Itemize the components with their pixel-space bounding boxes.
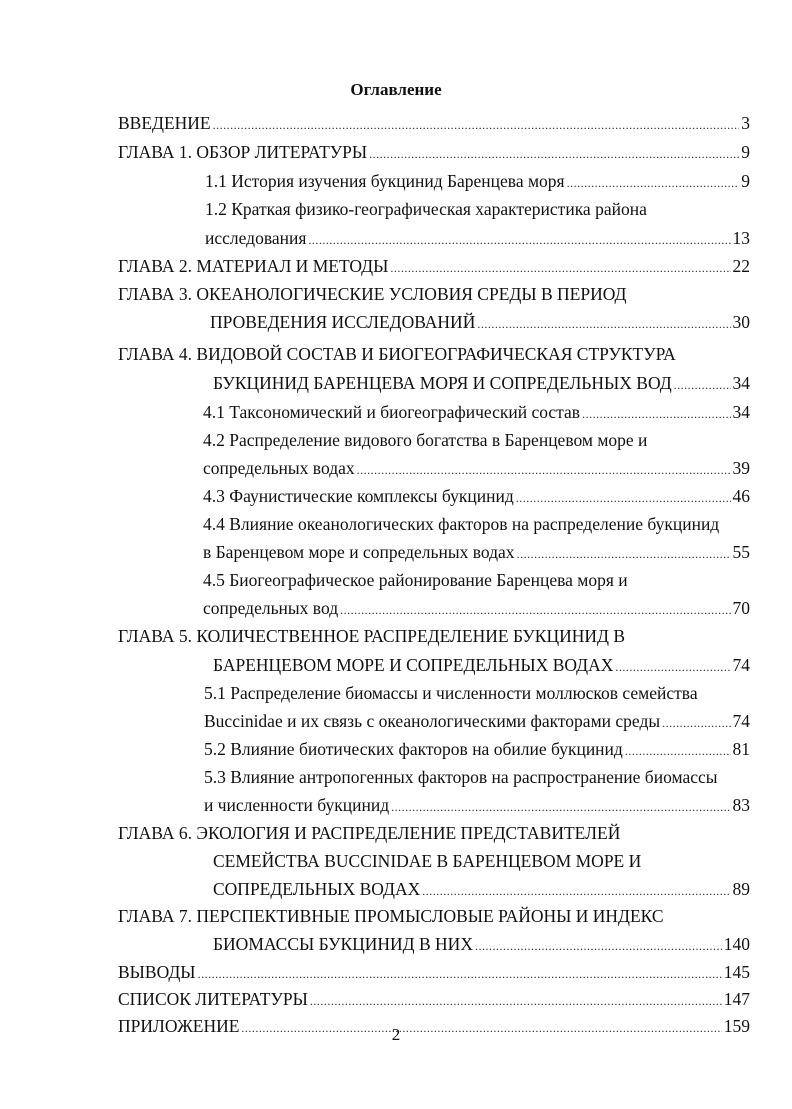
toc-entry-text: 1.2 Краткая физико-географическая характеристика района: [205, 199, 647, 219]
dot-leader: [369, 143, 739, 165]
dot-leader: [198, 963, 722, 985]
toc-entry-text: 4.4 Влияние океанологических факторов на распределение букцинид: [203, 514, 720, 534]
dot-leader: [517, 543, 731, 565]
toc-entry-section-4-2-line-1[interactable]: [203, 429, 750, 451]
page-number: 2: [391, 1025, 401, 1044]
toc-entry-text: БАРЕНЦЕВОМ МОРЕ И СОПРЕДЕЛЬНЫХ ВОДАХ: [213, 655, 614, 675]
dot-leader: [475, 935, 722, 957]
dot-leader: [662, 712, 730, 734]
toc-entry-page: 74: [732, 655, 750, 675]
toc-entry-chapter-5[interactable]: [213, 654, 750, 678]
toc-entry-section-4-4-line-1[interactable]: [203, 513, 750, 535]
toc-entry-page: 83: [732, 795, 750, 815]
toc-entry-page: 140: [723, 934, 750, 954]
dot-leader: [625, 740, 731, 762]
dot-leader: [516, 487, 731, 509]
dot-leader: [213, 114, 740, 136]
toc-entry-text: 1.1 История изучения букцинид Баренцева моря: [205, 171, 565, 191]
toc-entry-text: 4.2 Распределение видового богатства в Баренцевом море и: [203, 430, 648, 450]
toc-entry-text: в Баренцевом море и сопредельных водах: [203, 542, 515, 562]
toc-entry-text: ГЛАВА 3. ОКЕАНОЛОГИЧЕСКИЕ УСЛОВИЯ СРЕДЫ В ПЕРИОД: [118, 284, 627, 304]
toc-entry-section-1-1[interactable]: [205, 170, 750, 194]
toc-entry-chapter-3-line-1[interactable]: [118, 283, 750, 305]
toc-entry-chapter-7-line-1[interactable]: [118, 905, 750, 927]
toc-entry-text: ГЛАВА 5. КОЛИЧЕСТВЕННОЕ РАСПРЕДЕЛЕНИЕ БУКЦИНИД В: [118, 626, 625, 646]
dot-leader: [390, 257, 730, 279]
dot-leader: [340, 599, 730, 621]
dot-leader: [615, 656, 730, 678]
toc-entry-text: СПИСОК ЛИТЕРАТУРЫ: [118, 989, 308, 1009]
toc-entry-text: 4.5 Биогеографическое районирование Баренцева моря и: [203, 570, 628, 590]
toc-entry-text: ПРИЛОЖЕНИЕ: [118, 1016, 240, 1036]
toc-entry-page: 34: [732, 373, 750, 393]
toc-entry-chapter-5-line-1[interactable]: [118, 625, 750, 647]
toc-entry-section-4-5-line-1[interactable]: [203, 569, 750, 591]
toc-entry-chapter-2[interactable]: [118, 255, 750, 279]
toc-entry-page: 13: [732, 228, 750, 248]
dot-leader: [310, 990, 722, 1012]
toc-entry-chapter-6[interactable]: [213, 878, 750, 902]
toc-entry-section-4-2[interactable]: [203, 457, 750, 481]
toc-entry-section-5-1-line-1[interactable]: [204, 682, 750, 704]
toc-entry-text: ГЛАВА 4. ВИДОВОЙ СОСТАВ И БИОГЕОГРАФИЧЕСКАЯ СТРУКТУРА: [118, 344, 676, 364]
toc-entry-chapter-3[interactable]: [210, 311, 750, 335]
toc-entry-page: 55: [732, 542, 750, 562]
toc-entry-page: 89: [732, 879, 750, 899]
toc-entry-text: СЕМЕЙСТВА BUCCINIDAE В БАРЕНЦЕВОМ МОРЕ И: [213, 851, 642, 871]
toc-entry-page: 74: [732, 711, 750, 731]
toc-entry-section-5-2[interactable]: [204, 738, 750, 762]
toc-entry-page: 22: [732, 256, 750, 276]
toc-entry-conclusions[interactable]: [118, 961, 750, 985]
dot-leader: [477, 313, 730, 335]
toc-entry-section-4-5[interactable]: [203, 597, 750, 621]
toc-entry-page: 81: [732, 739, 750, 759]
toc-entry-page: 9: [741, 171, 750, 191]
toc-entry-section-5-1[interactable]: [204, 710, 750, 734]
toc-entry-section-1-2[interactable]: [205, 227, 750, 251]
dot-leader: [357, 459, 731, 481]
toc-entry-text: ГЛАВА 2. МАТЕРИАЛ И МЕТОДЫ: [118, 256, 389, 276]
toc-entry-text: и численности букцинид: [204, 795, 390, 815]
toc-entry-page: 145: [723, 962, 750, 982]
toc-entry-page: 70: [732, 598, 750, 618]
toc-entry-text: ГЛАВА 1. ОБЗОР ЛИТЕРАТУРЫ: [118, 142, 368, 162]
toc-entry-chapter-6-line-2[interactable]: [213, 850, 750, 872]
toc-entry-page: 159: [723, 1016, 750, 1036]
toc-entry-text: исследования: [205, 228, 307, 248]
toc-entry-section-5-3-line-1[interactable]: [204, 766, 750, 788]
toc-entry-text: БИОМАССЫ БУКЦИНИД В НИХ: [213, 934, 473, 954]
dot-leader: [674, 374, 731, 396]
toc-entry-text: ГЛАВА 6. ЭКОЛОГИЯ И РАСПРЕДЕЛЕНИЕ ПРЕДСТАВИТЕЛЕЙ: [118, 823, 621, 843]
toc-entry-section-4-4[interactable]: [203, 541, 750, 565]
toc-entry-text: сопредельных водах: [203, 458, 355, 478]
dot-leader: [582, 403, 730, 425]
toc-entry-chapter-4-line-1[interactable]: [118, 343, 750, 365]
toc-entry-page: 39: [732, 458, 750, 478]
dot-leader: [391, 796, 730, 818]
toc-entry-page: 9: [741, 142, 750, 162]
dot-leader: [567, 172, 740, 194]
toc-entry-chapter-4[interactable]: [213, 372, 750, 396]
dot-leader: [308, 229, 730, 251]
toc-entry-text: Buccinidae и их связь с океанологическими факторами среды: [204, 711, 661, 731]
toc-entry-page: 46: [732, 486, 750, 506]
toc-entry-page: 147: [723, 989, 750, 1009]
toc-entry-references[interactable]: [118, 988, 750, 1012]
toc-entry-text: 5.1 Распределение биомассы и численности моллюсков семейства: [204, 683, 698, 703]
toc-entry-section-1-2-line-1[interactable]: [205, 198, 750, 220]
toc-entry-text: 4.3 Фаунистические комплексы букцинид: [203, 486, 514, 506]
toc-entry-text: 5.3 Влияние антропогенных факторов на распространение биомассы: [204, 767, 718, 787]
toc-entry-text: СОПРЕДЕЛЬНЫХ ВОДАХ: [213, 879, 421, 899]
page-title: Оглавление: [350, 80, 442, 99]
toc-entry-text: 4.1 Таксономический и биогеографический состав: [203, 402, 581, 422]
toc-entry-page: 3: [741, 113, 750, 133]
toc-entry-page: 30: [732, 312, 750, 332]
toc-entry-section-4-1[interactable]: [203, 401, 750, 425]
toc-entry-introduction[interactable]: [118, 112, 750, 136]
toc-entry-chapter-7[interactable]: [213, 933, 750, 957]
dot-leader: [422, 880, 730, 902]
toc-entry-text: сопредельных вод: [203, 598, 339, 618]
toc-entry-text: 5.2 Влияние биотических факторов на обилие букцинид: [204, 739, 623, 759]
toc-entry-text: ВВЕДЕНИЕ: [118, 113, 211, 133]
toc-entry-section-5-3[interactable]: [204, 794, 750, 818]
toc-entry-text: ВЫВОДЫ: [118, 962, 196, 982]
toc-entry-text: ПРОВЕДЕНИЯ ИССЛЕДОВАНИЙ: [210, 312, 476, 332]
toc-entry-text: ГЛАВА 7. ПЕРСПЕКТИВНЫЕ ПРОМЫСЛОВЫЕ РАЙОНЫ И ИНДЕКС: [118, 906, 664, 926]
toc-entry-page: 34: [732, 402, 750, 422]
toc-entry-chapter-1[interactable]: [118, 141, 750, 165]
toc-entry-chapter-6-line-1[interactable]: [118, 822, 750, 844]
toc-entry-section-4-3[interactable]: [203, 485, 750, 509]
toc-entry-text: БУКЦИНИД БАРЕНЦЕВА МОРЯ И СОПРЕДЕЛЬНЫХ ВОД: [213, 373, 672, 393]
